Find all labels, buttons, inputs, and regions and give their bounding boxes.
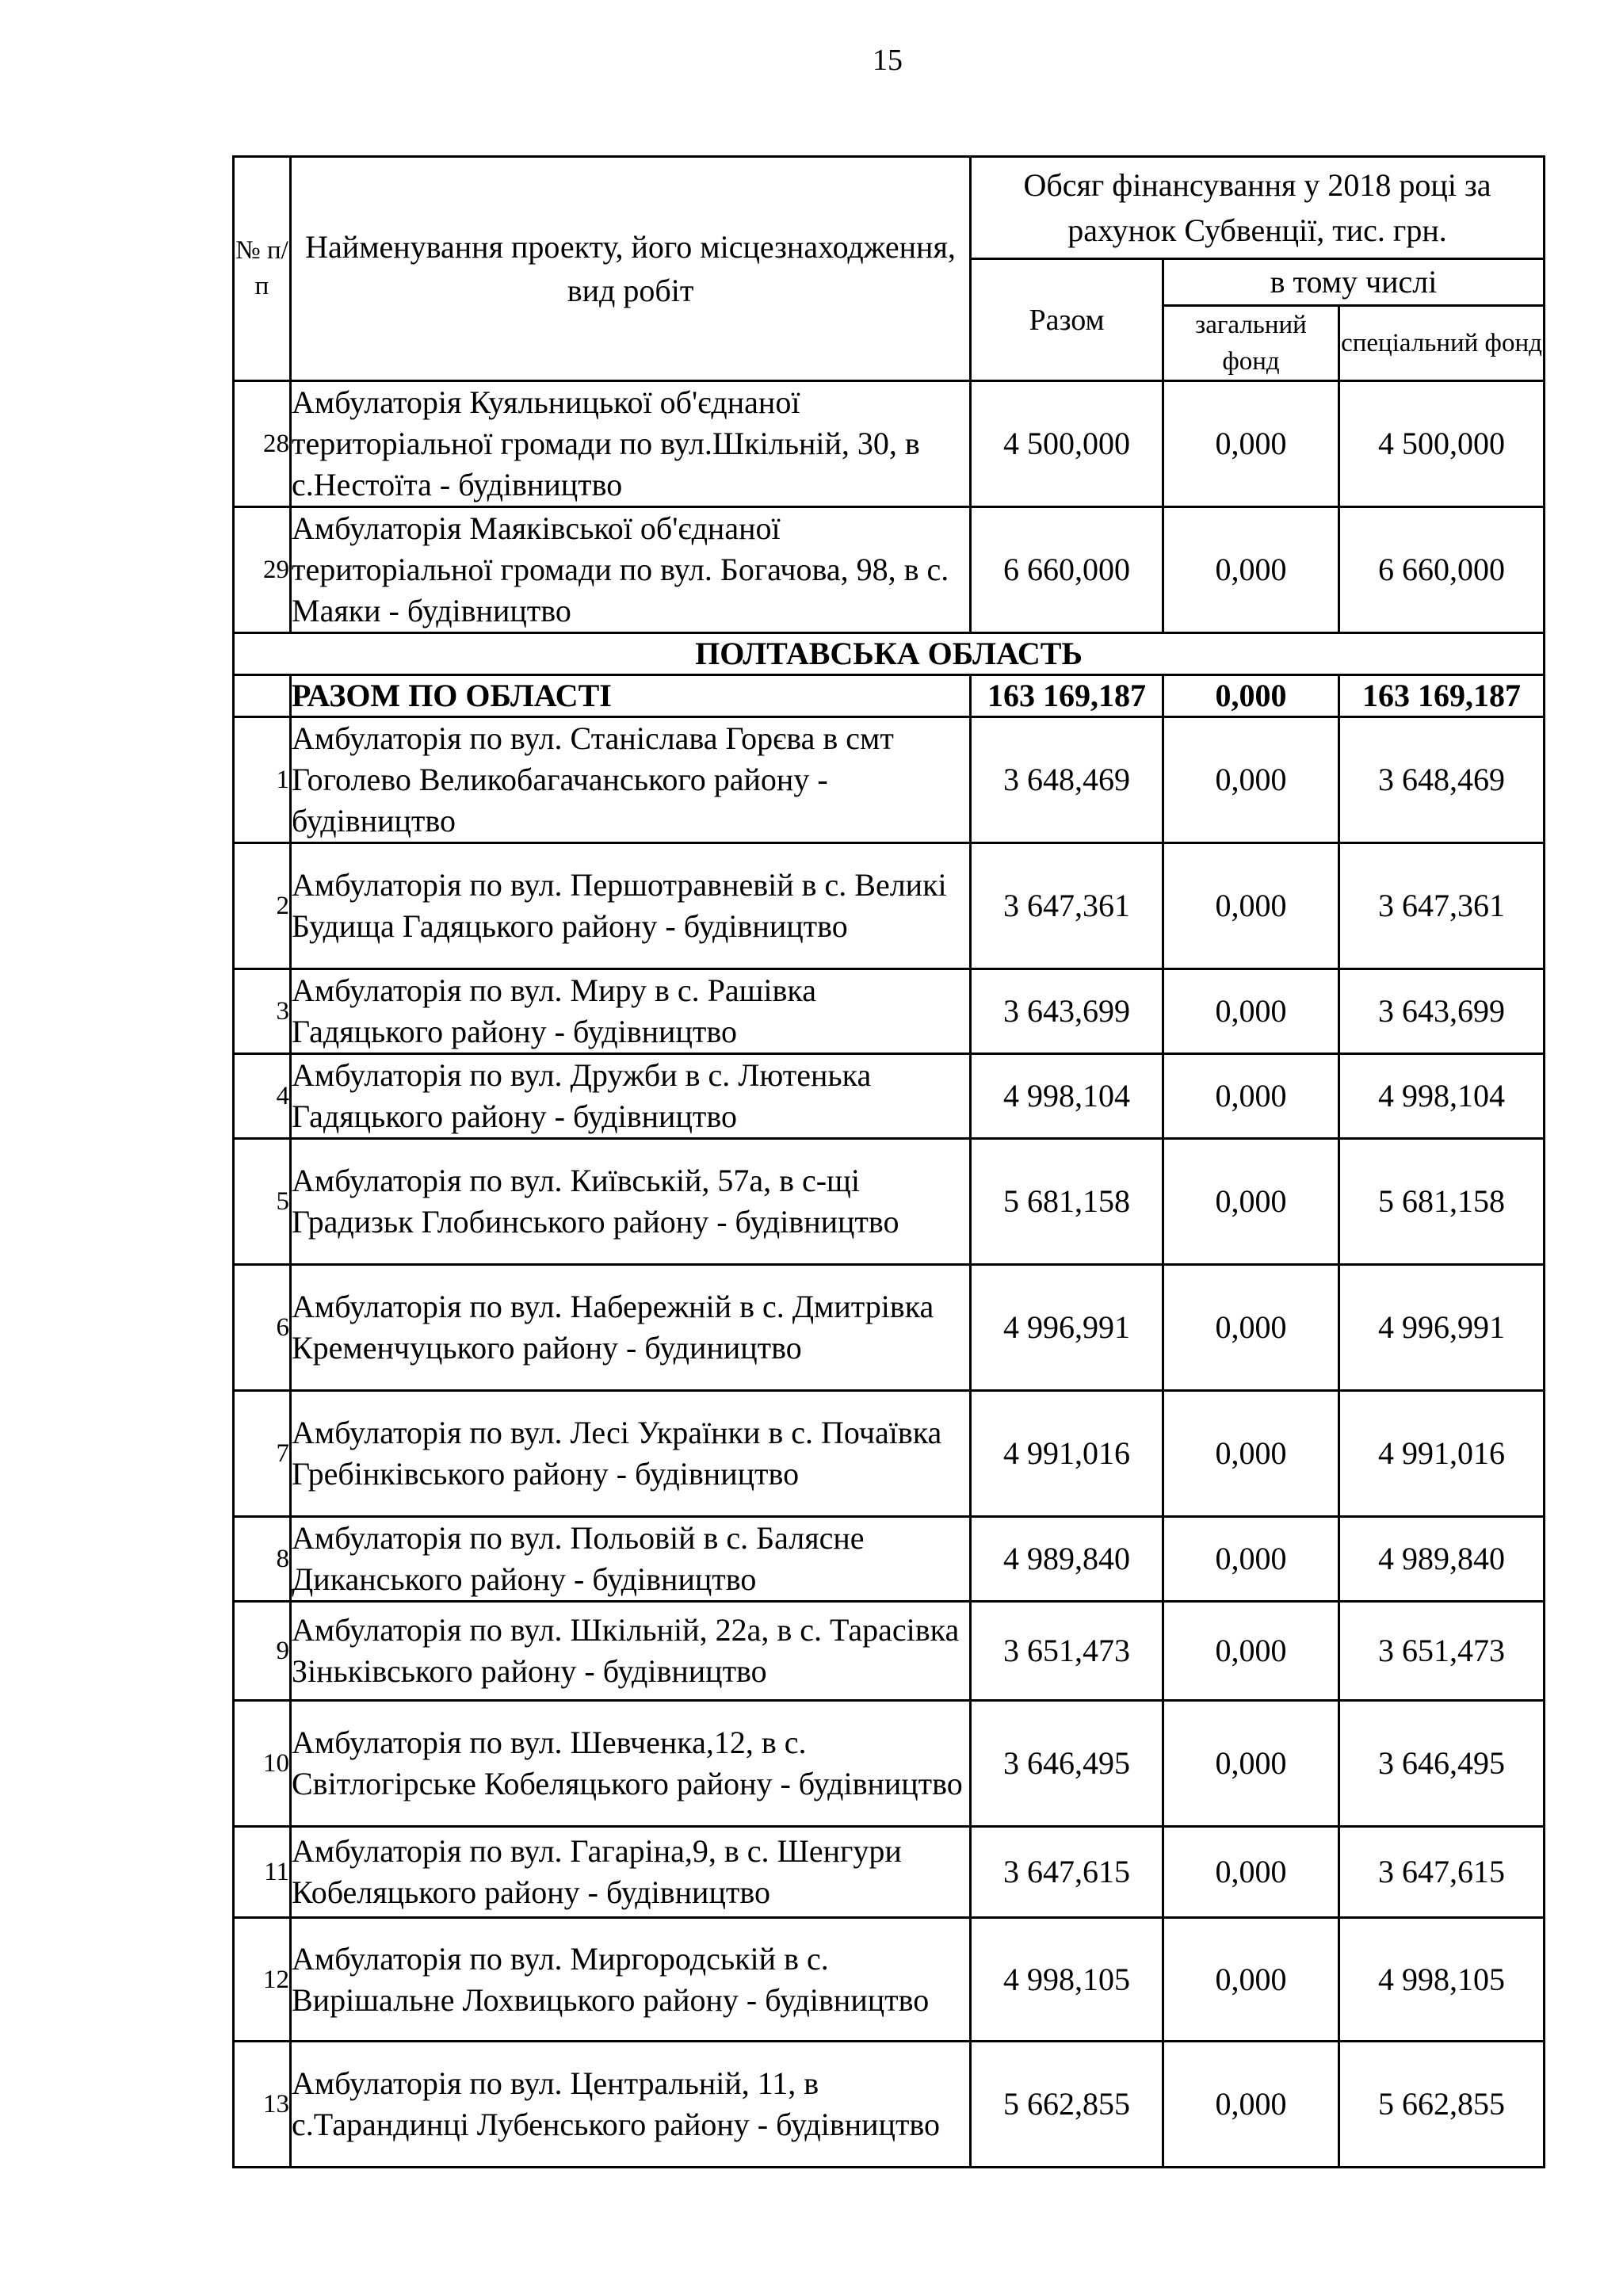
row-total: 4 500,000	[971, 381, 1163, 507]
row-no: 5	[234, 1139, 291, 1265]
row-general: 0,000	[1163, 969, 1339, 1054]
region-special: 163 169,187	[1339, 675, 1545, 717]
row-total: 3 648,469	[971, 717, 1163, 843]
row-general: 0,000	[1163, 1391, 1339, 1517]
row-total: 3 647,615	[971, 1827, 1163, 1918]
row-total: 3 651,473	[971, 1602, 1163, 1701]
row-general: 0,000	[1163, 843, 1339, 969]
row-no: 13	[234, 2042, 291, 2168]
row-special: 6 660,000	[1339, 507, 1545, 633]
table-row	[234, 1139, 1545, 1265]
row-no: 11	[234, 1827, 291, 1918]
region-total: 163 169,187	[971, 675, 1163, 717]
row-special: 3 646,495	[1339, 1701, 1545, 1827]
row-name: Амбулаторія по вул. Набережній в с. Дмитрівка Кременчуцького району - будиництво	[291, 1265, 971, 1391]
row-total: 5 681,158	[971, 1139, 1163, 1265]
row-name: Амбулаторія по вул. Дружби в с. Лютенька Гадяцького району - будівництво	[291, 1054, 971, 1139]
row-name: Амбулаторія по вул. Шкільній, 22а, в с. Тарасівка Зіньківського району - будівництво	[291, 1602, 971, 1701]
row-no: 4	[234, 1054, 291, 1139]
row-total: 6 660,000	[971, 507, 1163, 633]
row-special: 4 998,105	[1339, 1918, 1545, 2042]
header-general-fund: загальний фонд	[1163, 306, 1339, 381]
row-special: 3 643,699	[1339, 969, 1545, 1054]
table-row	[234, 1265, 1545, 1391]
row-total: 4 989,840	[971, 1517, 1163, 1602]
table-row	[234, 1827, 1545, 1918]
region-total-label: РАЗОМ ПО ОБЛАСТІ	[291, 675, 971, 717]
header-volume: Обсяг фінансування у 2018 році за рахунок Субвенції, тис. грн.	[971, 157, 1545, 259]
table-row	[234, 507, 1545, 633]
row-general: 0,000	[1163, 1054, 1339, 1139]
row-total: 4 991,016	[971, 1391, 1163, 1517]
row-special: 3 647,615	[1339, 1827, 1545, 1918]
row-general: 0,000	[1163, 717, 1339, 843]
row-special: 5 662,855	[1339, 2042, 1545, 2168]
row-no: 29	[234, 507, 291, 633]
row-general: 0,000	[1163, 1602, 1339, 1701]
row-total: 3 647,361	[971, 843, 1163, 969]
table-row	[234, 381, 1545, 507]
row-no: 12	[234, 1918, 291, 2042]
region-total-row	[234, 675, 1545, 717]
table-row	[234, 969, 1545, 1054]
financing-table	[232, 155, 1545, 2168]
row-no: 2	[234, 843, 291, 969]
row-no: 6	[234, 1265, 291, 1391]
row-name: Амбулаторія по вул. Миргородській в с. Вирішальне Лохвицького району - будівництво	[291, 1918, 971, 2042]
row-no: 7	[234, 1391, 291, 1517]
header-total: Разом	[971, 259, 1163, 381]
row-name: Амбулаторія Маяківської об'єднаної територіальної громади по вул. Богачова, 98, в с. Маяки - будівництво	[291, 507, 971, 633]
row-total: 4 998,104	[971, 1054, 1163, 1139]
row-name: Амбулаторія по вул. Лесі Українки в с. Почаївка Гребінківського району - будівництво	[291, 1391, 971, 1517]
table-row	[234, 843, 1545, 969]
row-general: 0,000	[1163, 1139, 1339, 1265]
header-no: № п/п	[234, 157, 291, 381]
row-no: 1	[234, 717, 291, 843]
row-name: Амбулаторія по вул. Гагаріна,9, в с. Шенгури Кобеляцького району - будівництво	[291, 1827, 971, 1918]
header-special-fund: спеціальний фонд	[1339, 306, 1545, 381]
row-name: Амбулаторія по вул. Шевченка,12, в с. Світлогірське Кобеляцького району - будівництво	[291, 1701, 971, 1827]
row-special: 3 647,361	[1339, 843, 1545, 969]
region-title: ПОЛТАВСЬКА ОБЛАСТЬ	[234, 633, 1545, 675]
row-special: 4 998,104	[1339, 1054, 1545, 1139]
row-general: 0,000	[1163, 381, 1339, 507]
table-row	[234, 1602, 1545, 1701]
row-special: 3 648,469	[1339, 717, 1545, 843]
table-row	[234, 1517, 1545, 1602]
row-total: 5 662,855	[971, 2042, 1163, 2168]
row-special: 3 651,473	[1339, 1602, 1545, 1701]
row-total: 3 643,699	[971, 969, 1163, 1054]
row-no: 10	[234, 1701, 291, 1827]
table-row	[234, 717, 1545, 843]
row-name: Амбулаторія по вул. Станіслава Горєва в смт Гоголево Великобагачанського району - будівництво	[291, 717, 971, 843]
row-general: 0,000	[1163, 2042, 1339, 2168]
table-row	[234, 1918, 1545, 2042]
table-row	[234, 1054, 1545, 1139]
row-total: 4 996,991	[971, 1265, 1163, 1391]
row-general: 0,000	[1163, 1265, 1339, 1391]
row-general: 0,000	[1163, 1701, 1339, 1827]
row-general: 0,000	[1163, 1827, 1339, 1918]
row-name: Амбулаторія по вул. Першотравневій в с. Великі Будища Гадяцького району - будівництво	[291, 843, 971, 969]
row-special: 4 991,016	[1339, 1391, 1545, 1517]
row-general: 0,000	[1163, 1517, 1339, 1602]
row-no: 28	[234, 381, 291, 507]
region-header-row	[234, 633, 1545, 675]
row-general: 0,000	[1163, 1918, 1339, 2042]
row-no: 3	[234, 969, 291, 1054]
row-no: 9	[234, 1602, 291, 1701]
row-special: 4 500,000	[1339, 381, 1545, 507]
row-special: 4 996,991	[1339, 1265, 1545, 1391]
row-special: 5 681,158	[1339, 1139, 1545, 1265]
row-name: Амбулаторія по вул. Миру в с. Рашівка Гадяцького району - будівництво	[291, 969, 971, 1054]
row-special: 4 989,840	[1339, 1517, 1545, 1602]
table-row	[234, 1701, 1545, 1827]
region-general: 0,000	[1163, 675, 1339, 717]
row-total: 4 998,105	[971, 1918, 1163, 2042]
row-total: 3 646,495	[971, 1701, 1163, 1827]
header-including: в тому числі	[1163, 259, 1545, 306]
page-number: 15	[873, 44, 903, 77]
header-name: Найменування проекту, його місцезнаходження, вид робіт	[291, 157, 971, 381]
row-general: 0,000	[1163, 507, 1339, 633]
table-row	[234, 2042, 1545, 2168]
row-name: Амбулаторія по вул. Київській, 57а, в с-щі Градизьк Глобинського району - будівництво	[291, 1139, 971, 1265]
row-name: Амбулаторія по вул. Центральній, 11, в с.Тарандинці Лубенського району - будівництво	[291, 2042, 971, 2168]
table-row	[234, 1391, 1545, 1517]
row-name: Амбулаторія Куяльницької об'єднаної територіальної громади по вул.Шкільній, 30, в с.Нестоїта - будівництво	[291, 381, 971, 507]
row-no: 8	[234, 1517, 291, 1602]
row-name: Амбулаторія по вул. Польовій в с. Балясне Диканського району - будівництво	[291, 1517, 971, 1602]
